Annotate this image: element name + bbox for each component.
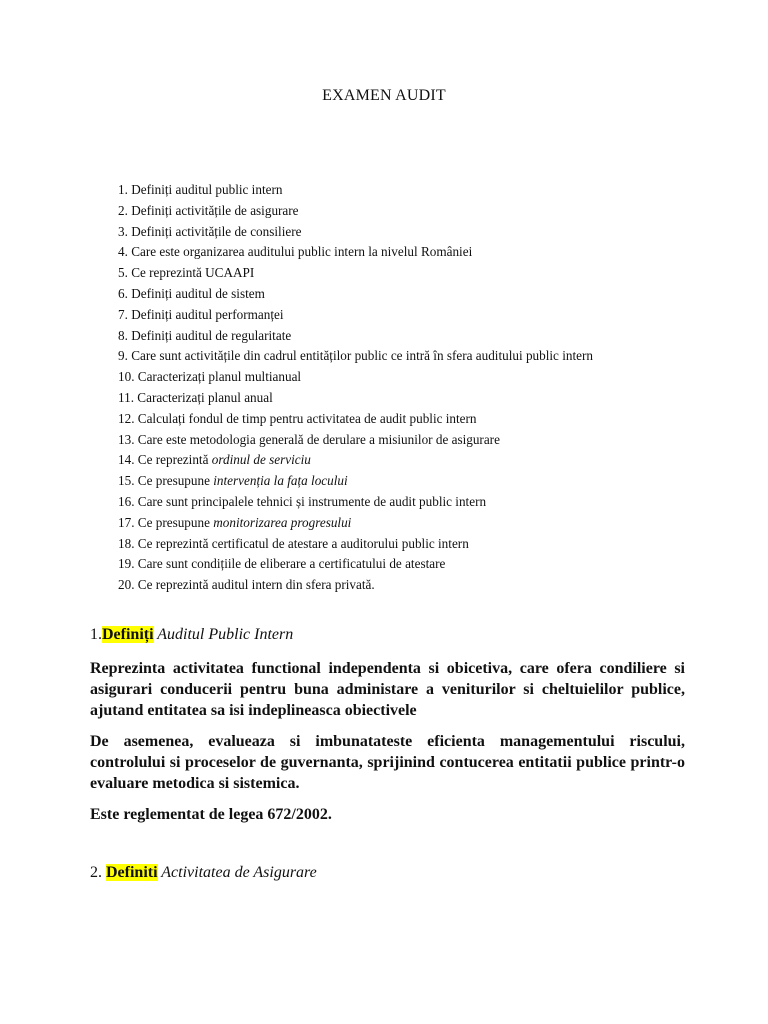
list-item: [118, 492, 718, 513]
list-item: [118, 409, 718, 430]
list-item: [118, 575, 718, 596]
question-text: 12. Calculați fondul de timp pentru activitatea de audit public intern: [118, 410, 477, 426]
list-item: [118, 326, 718, 347]
section-1-paragraph-1: Reprezinta activitatea functional independenta si obicetiva, care ofera condiliere si asigurari conducerii pentru buna administare a veniturilor si cheltuielilor publice, ajutand entitatea sa isi indeplineasca obiectivele: [90, 660, 685, 719]
question-text: 13. Care este metodologia generală de derulare a misiunilor de asigurare: [118, 431, 500, 447]
question-text: 4. Care este organizarea auditului public intern la nivelul României: [118, 244, 473, 260]
question-italic-term: intervenția la fața locului: [213, 473, 348, 489]
section-subtitle: Auditul Public Intern: [153, 626, 294, 643]
question-text: 5. Ce reprezintă UCAAPI: [118, 265, 255, 281]
list-item: [118, 534, 718, 555]
section-number: 2.: [90, 864, 106, 881]
question-text: 8. Definiți auditul de regularitate: [118, 327, 292, 343]
document-title: EXAMEN AUDIT: [322, 87, 446, 104]
question-text: 19. Care sunt condițiile de eliberare a certificatului de atestare: [118, 556, 446, 572]
section-number: 1.: [90, 626, 102, 643]
question-text: 11. Caracterizați planul anual: [118, 389, 273, 405]
list-item: [118, 263, 718, 284]
section-1-heading: [90, 626, 685, 644]
section-1-paragraph-2: De asemenea, evalueaza si imbunatateste eficienta managementului riscului, controlului si proceselor de guvernanta, sprijinind contucerea entitatii publice printr-o evaluare metodica si sistemica.: [90, 733, 685, 792]
question-text: 10. Caracterizați planul multianual: [118, 369, 302, 385]
question-italic-term: ordinul de serviciu: [211, 452, 311, 468]
list-item: [118, 513, 718, 534]
list-item: [118, 367, 718, 388]
question-text: 17. Ce presupune: [118, 514, 214, 530]
list-item: [118, 284, 718, 305]
list-item: [118, 388, 718, 409]
list-item: [118, 180, 718, 201]
question-italic-term: monitorizarea progresului: [213, 514, 352, 530]
questions-list: [118, 180, 718, 596]
question-text: 15. Ce presupune: [118, 473, 214, 489]
list-item: [118, 222, 718, 243]
question-text: 16. Care sunt principalele tehnici și instrumente de audit public intern: [118, 493, 487, 509]
question-text: 7. Definiți auditul performanței: [118, 306, 284, 322]
highlighted-term: Definiți: [102, 626, 154, 643]
list-item: [118, 346, 718, 367]
list-item: [118, 201, 718, 222]
list-item: [118, 450, 718, 471]
question-text: 6. Definiți auditul de sistem: [118, 285, 265, 301]
list-item: [118, 242, 718, 263]
list-item: [118, 554, 718, 575]
question-text: 2. Definiți activitățile de asigurare: [118, 202, 299, 218]
question-text: 20. Ce reprezintă auditul intern din sfera privată.: [118, 577, 375, 593]
question-text: 14. Ce reprezintă: [118, 452, 212, 468]
section-1-paragraph-3: Este reglementat de legea 672/2002.: [90, 806, 332, 823]
list-item: [118, 305, 718, 326]
section-2-heading: [90, 864, 685, 882]
list-item: [118, 471, 718, 492]
section-subtitle: Activitatea de Asigurare: [157, 864, 317, 881]
question-text: 1. Definiți auditul public intern: [118, 182, 283, 197]
question-text: 18. Ce reprezintă certificatul de atestare a auditorului public intern: [118, 535, 469, 551]
highlighted-term: Definiti: [106, 864, 158, 881]
list-item: [118, 430, 718, 451]
question-text: 3. Definiți activitățile de consiliere: [118, 223, 302, 239]
question-text: 9. Care sunt activitățile din cadrul entităților public ce intră în sfera auditului public intern: [118, 348, 593, 364]
